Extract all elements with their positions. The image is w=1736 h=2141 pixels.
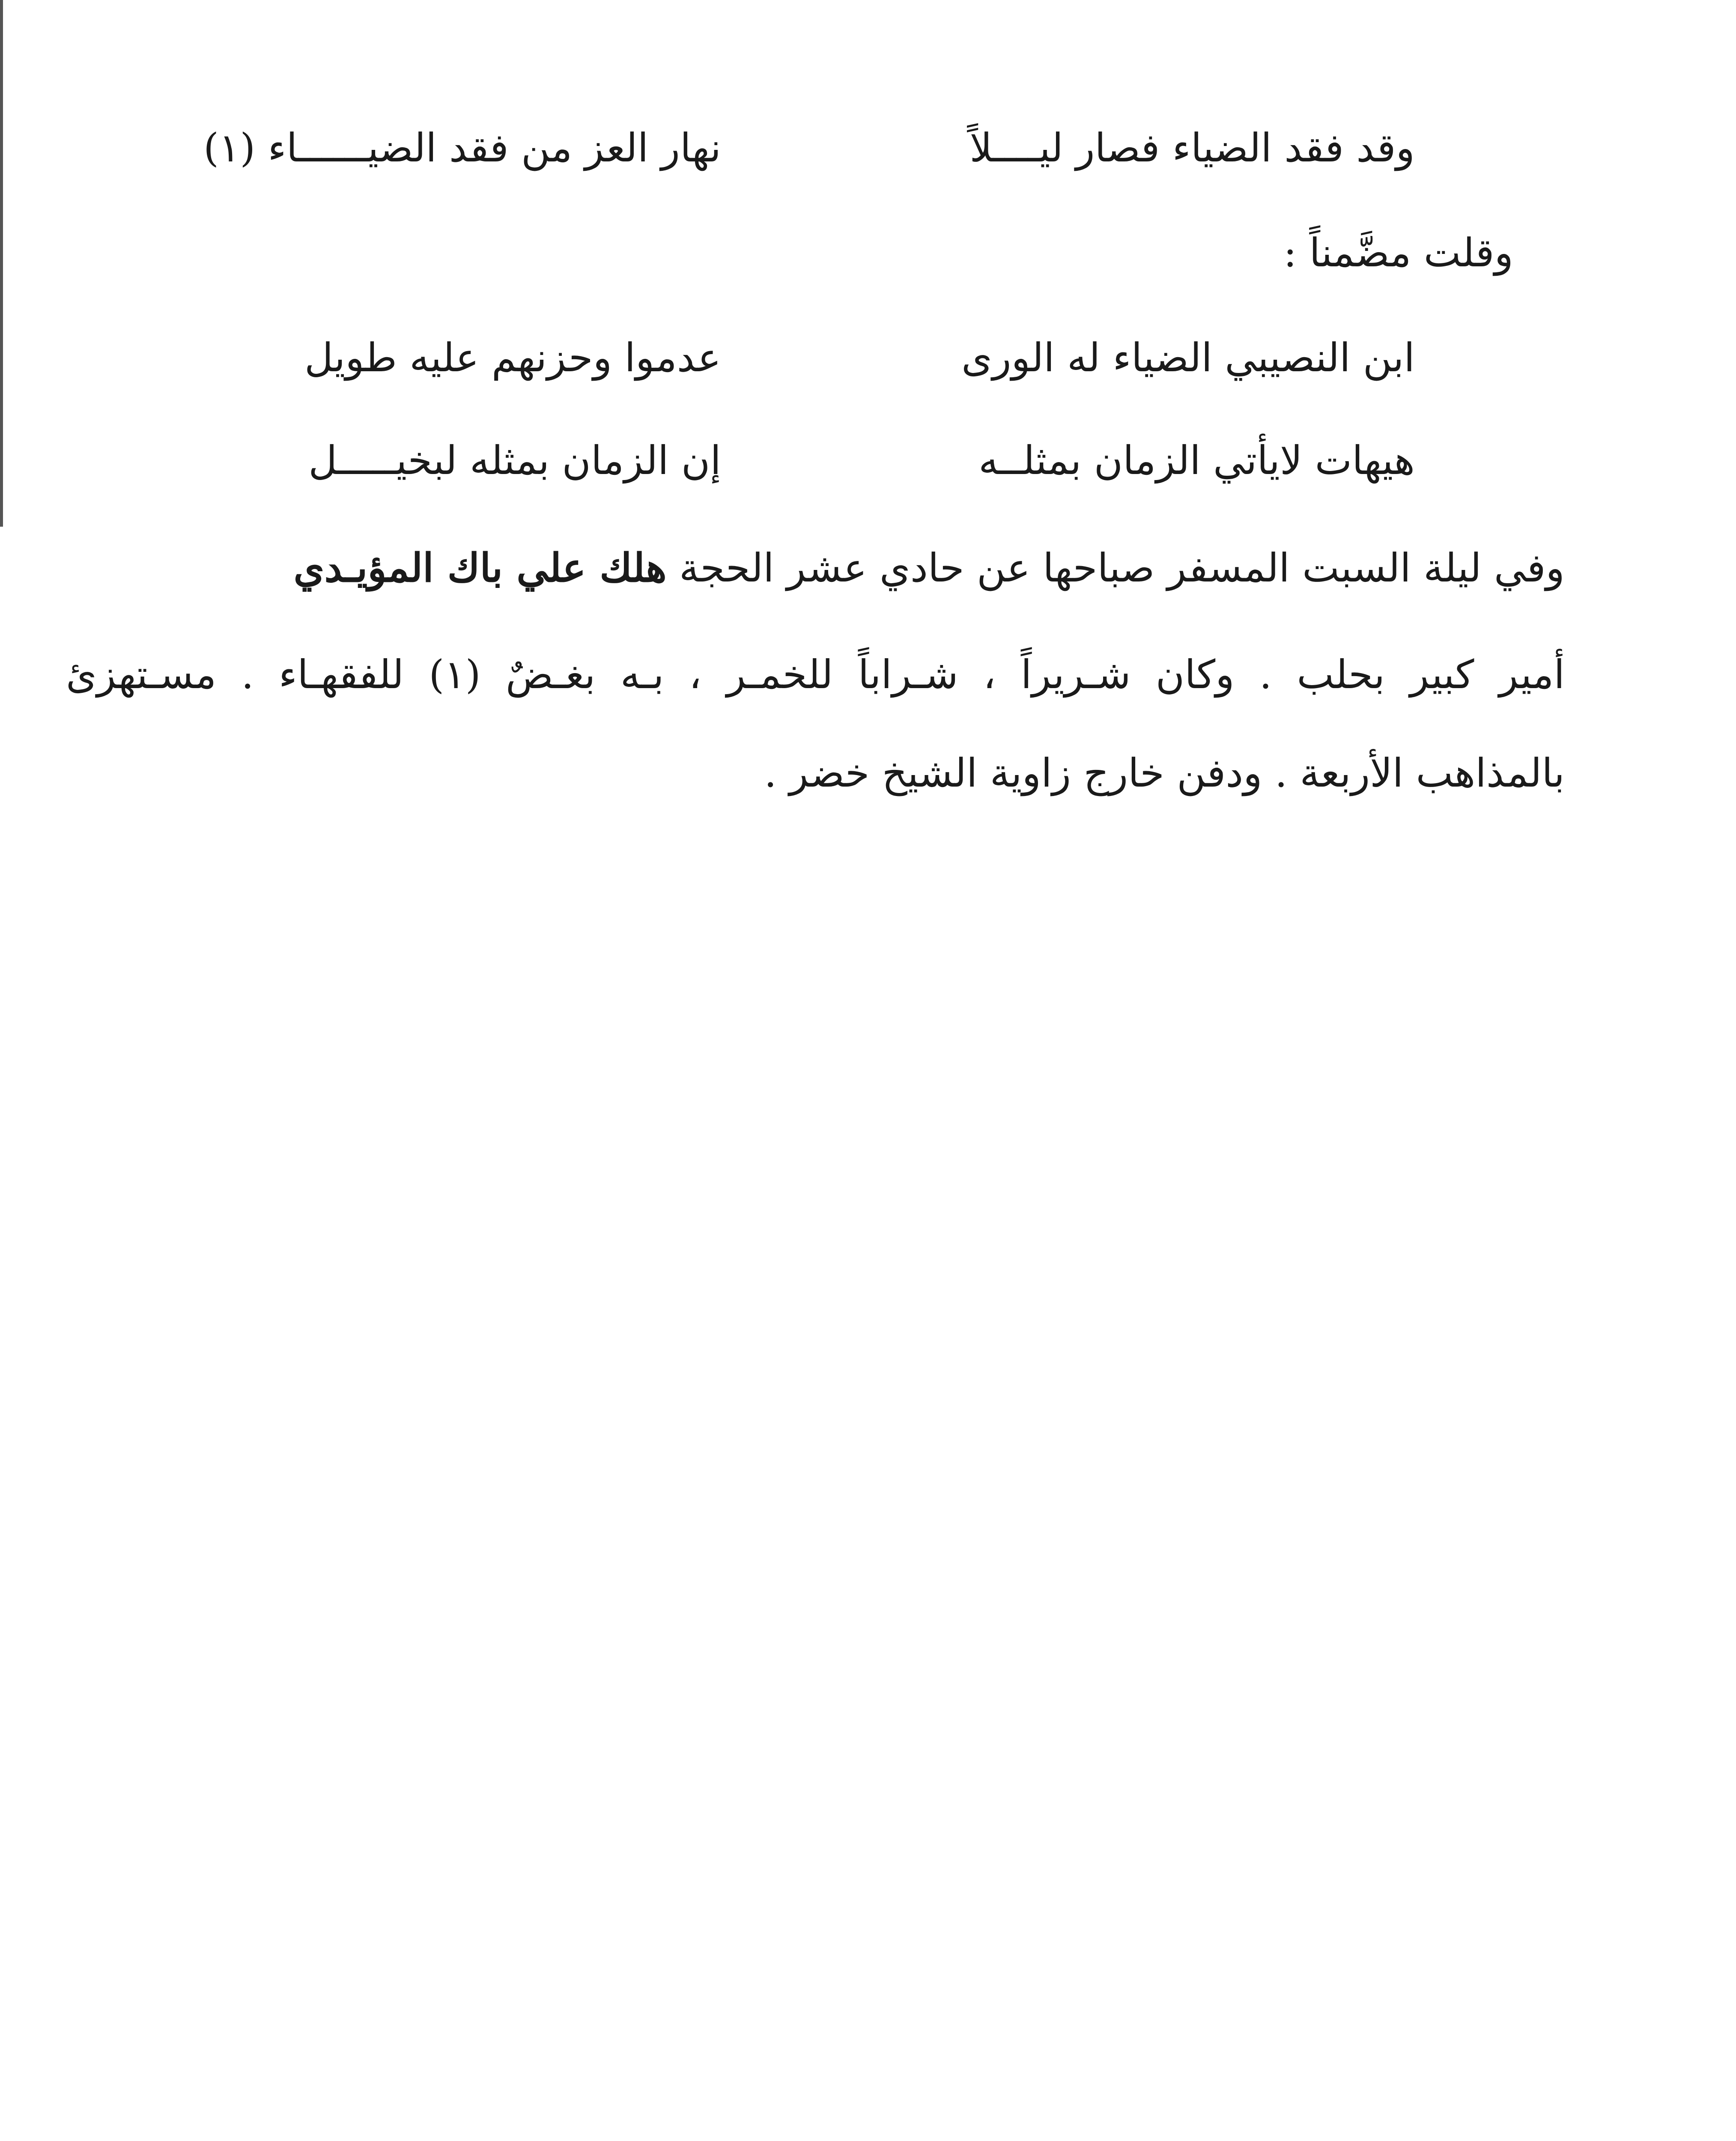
paragraph-line-3: بالمذاهب الأربعة . ودفن خارج زاوية الشيخ خضر . xyxy=(764,750,1565,796)
intro-line: وقلت مضَّمناً : xyxy=(1283,230,1513,276)
poem1-verse1-right: وقد فقد الضياء فصار ليــــلاً xyxy=(969,125,1415,171)
poem2-verse1-right: ابن النصيبي الضياء له الورى xyxy=(961,335,1415,381)
poem2-verse2-left: إن الزمان بمثله لبخيـــــل xyxy=(308,438,721,483)
page-edge xyxy=(0,0,3,527)
poem1-verse1-left: نهار العز من فقد الضيــــــاء (١) xyxy=(203,125,721,171)
paragraph-line-1 xyxy=(293,545,1565,591)
poem2-verse2-right: هيهات لايأتي الزمان بمثلــه xyxy=(978,438,1415,483)
poem2-verse1-left: عدموا وحزنهم عليه طويل xyxy=(304,335,721,381)
paragraph-line-2: أمير كبير بحلب . وكان شـريراً ، شـراباً للخمـر ، بـه بغـضٌ (١) للفقهـاء . مسـتهزئ xyxy=(66,652,1565,698)
paragraph-line-1-plain: وفي ليلة السبت المسفر صباحها عن حادي عشر الحجة xyxy=(666,545,1565,591)
paragraph-line-1-name: هلك علي باك المؤيـدي xyxy=(293,545,667,591)
